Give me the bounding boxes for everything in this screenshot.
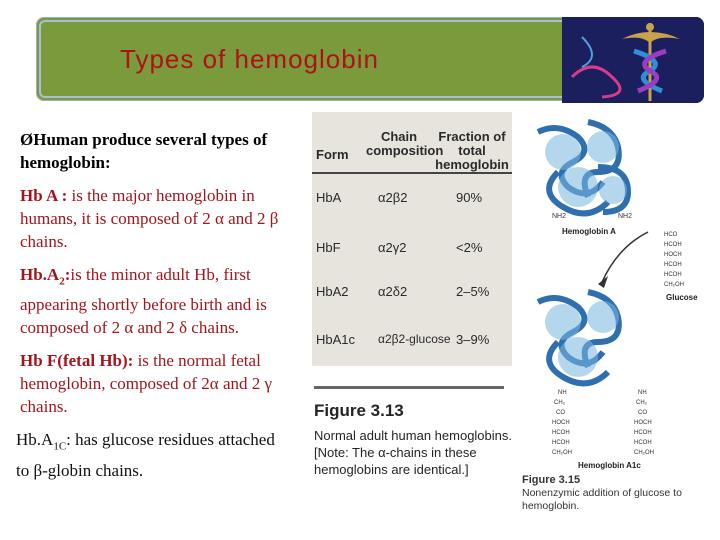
figure-3-15-caption [522, 474, 694, 513]
table-row-chain: α2γ2 [378, 240, 407, 255]
table-header-chain: Chain composition [366, 129, 444, 158]
hba1c-text: has glucose residues attached to β-globin chains. [16, 430, 275, 480]
bullet-arrow-icon: Ø [20, 130, 34, 149]
hemoglobin-a1c-label: Hemoglobin A1c [578, 461, 641, 470]
svg-text:HCOH: HCOH [634, 430, 652, 436]
svg-text:HCO: HCO [664, 232, 678, 238]
caption-rule [314, 386, 504, 389]
svg-text:NH: NH [558, 390, 567, 396]
svg-text:HCOH: HCOH [552, 430, 570, 436]
hbf-label: Hb F(fetal Hb): [20, 351, 134, 371]
glycation-figure [518, 112, 710, 522]
table-row-fraction: 2–5% [456, 284, 490, 299]
svg-text:HOCH: HOCH [634, 420, 652, 426]
hemoglobin-structure-diagram [518, 112, 710, 472]
hemoglobin-table [312, 112, 512, 366]
figure-3-13-title: Normal adult human hemoglobins. [314, 428, 512, 443]
figure-3-15-text: Nonenzymic addition of glucose to hemoglobin. [522, 487, 682, 512]
table-row-form: HbA1c [316, 332, 356, 347]
hba-paragraph [20, 184, 290, 253]
table-row-chain: α2δ2 [378, 284, 408, 299]
table-row-form: HbA2 [316, 284, 349, 299]
svg-text:CO: CO [638, 410, 647, 416]
svg-text:HCOH: HCOH [664, 272, 682, 278]
svg-text:HCOH: HCOH [664, 262, 682, 268]
table-row-form: HbA [316, 190, 342, 205]
svg-text:CH₂: CH₂ [554, 400, 565, 406]
arrow-head-icon [598, 276, 608, 288]
table-row-form: HbF [316, 240, 341, 255]
svg-text:CH₂: CH₂ [636, 400, 647, 406]
hemoglobin-a-label: Hemoglobin A [562, 227, 616, 236]
table-row-fraction: 3–9% [456, 332, 490, 347]
figure-3-13-note: [Note: The α-chains in these hemoglobins are identical.] [314, 445, 477, 477]
svg-text:NH: NH [638, 390, 647, 396]
table-header-fraction: Fraction of total hemoglobin [435, 129, 509, 172]
intro-text: Human produce several types of hemoglobin: [20, 130, 268, 172]
table-header-rule [312, 172, 512, 174]
nh2-label-right: NH2 [618, 213, 633, 220]
figure-3-15-number: Figure 3.15 [522, 474, 581, 486]
hba2-text: is the minor adult Hb, first appearing shortly before birth and is composed of 2 α and 2 δ chains. [20, 265, 267, 338]
hba-text: is the major hemoglobin in humans, it is composed of 2 α and 2 β chains. [20, 186, 279, 251]
figure-3-13-caption [314, 386, 514, 478]
svg-text:HCOH: HCOH [664, 242, 682, 248]
hba1c-paragraph [16, 428, 290, 481]
caduceus-icon [562, 17, 704, 103]
hba1c-label: $Hb.A_{1C}$: [16, 430, 71, 453]
nh2-label-left: NH2 [552, 213, 567, 220]
hba-label: Hb A : [20, 186, 68, 205]
reaction-arrow [602, 232, 648, 282]
svg-text:CH₂OH: CH₂OH [634, 450, 654, 456]
text-column [16, 128, 290, 482]
table-row-chain: α2β2 [378, 190, 408, 205]
hbf-paragraph [20, 349, 290, 418]
intro-paragraph [20, 128, 290, 174]
caduceus-logo [562, 17, 704, 103]
table-row-fraction: <2% [456, 240, 483, 255]
hba2-paragraph [20, 263, 290, 339]
page-title: Types of hemoglobin [120, 44, 379, 74]
svg-text:HOCH: HOCH [664, 252, 682, 258]
hbf-text: is the normal fetal hemoglobin, composed of 2α and 2 γ chains. [20, 351, 273, 417]
svg-text:HCOH: HCOH [552, 440, 570, 446]
svg-text:HCOH: HCOH [634, 440, 652, 446]
figure-3-13-number: Figure 3.13 [314, 401, 404, 420]
table-row-chain: α2β2-glucose [378, 332, 451, 346]
table-header-form: Form [316, 147, 349, 162]
svg-text:CH₂OH: CH₂OH [664, 282, 684, 288]
glucose-label: Glucose [666, 293, 698, 302]
svg-text:CO: CO [556, 410, 565, 416]
table-row-fraction: 90% [456, 190, 483, 205]
hba2-label: $Hb.A_2$: [20, 265, 71, 288]
svg-text:CH₂OH: CH₂OH [552, 450, 572, 456]
svg-text:HOCH: HOCH [552, 420, 570, 426]
